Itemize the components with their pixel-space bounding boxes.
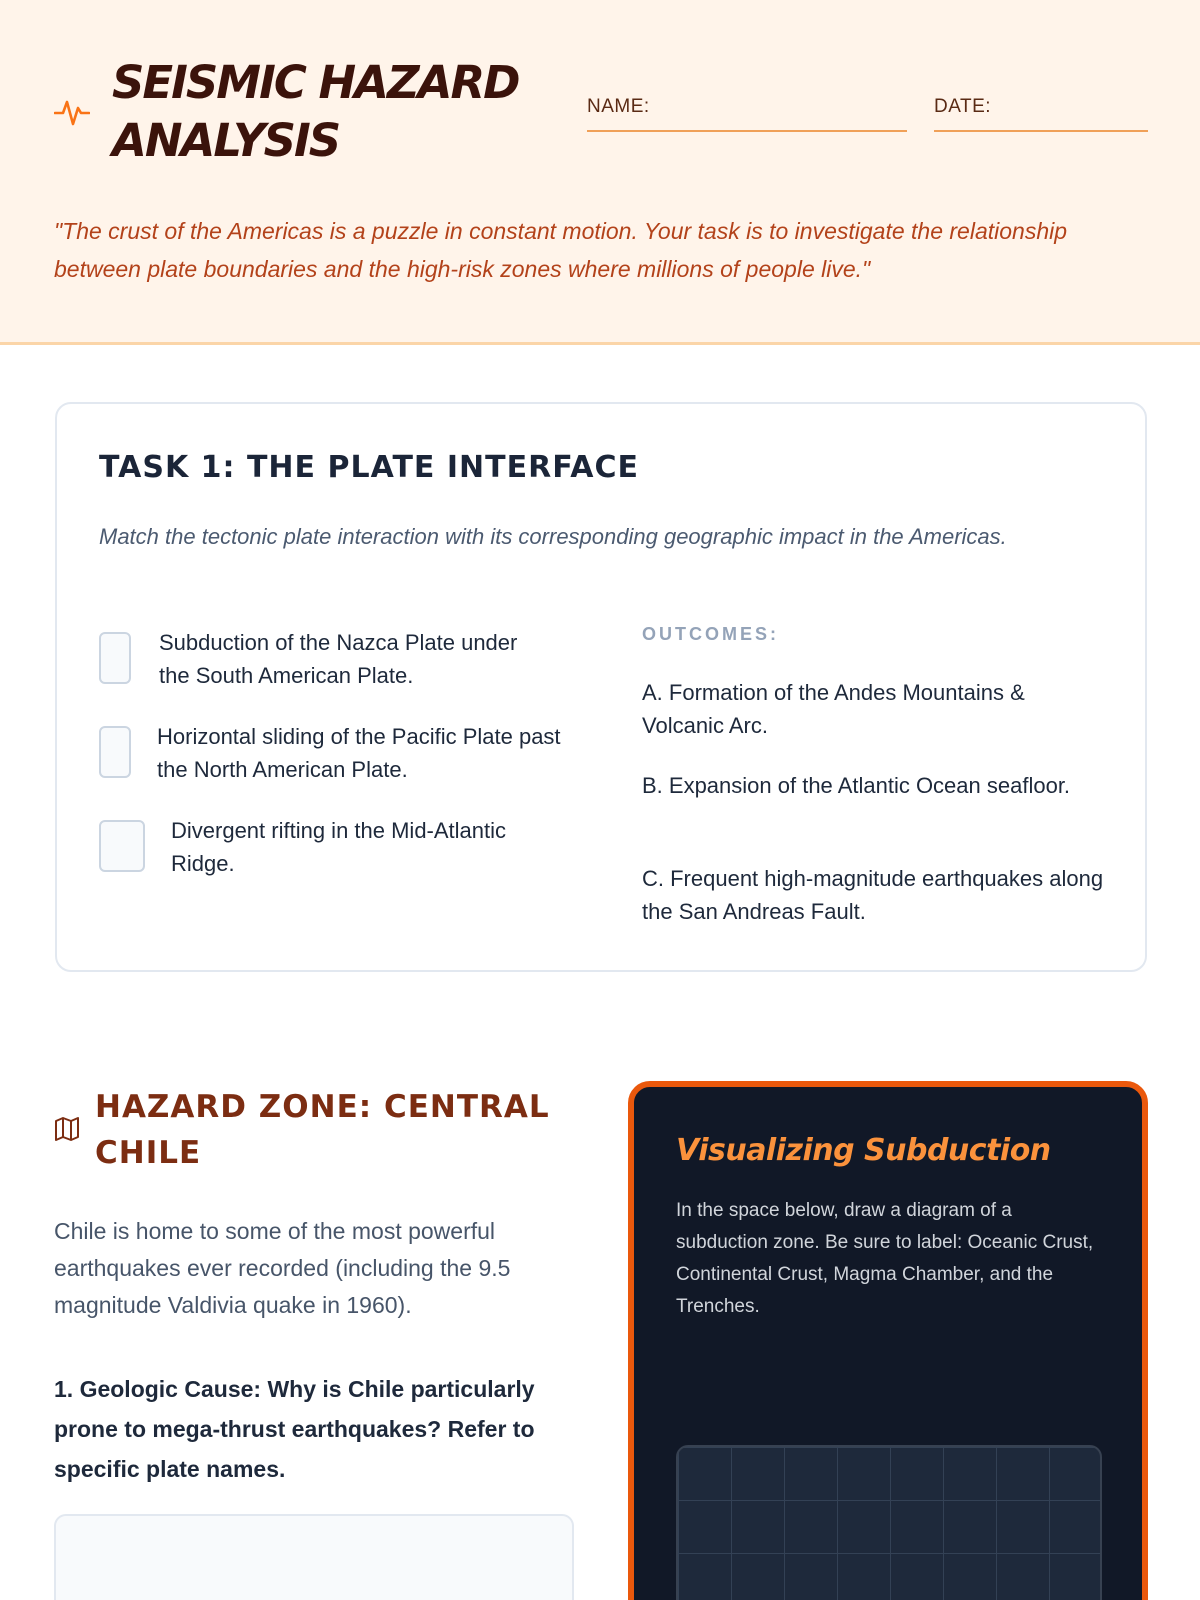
title-line-2: ANALYSIS — [112, 114, 340, 167]
map-icon — [54, 1116, 80, 1142]
outcomes-label: OUTCOMES: — [642, 624, 779, 644]
visualizing-subduction-card — [628, 1081, 1148, 1600]
intro-quote: "The crust of the Americas is a puzzle in constant motion. Your task is to investigate the relationship between plate boundaries and the high-risk zones where millions of people live." — [54, 218, 1068, 282]
outcome-a: A. Formation of the Andes Mountains & Volcanic Arc. — [642, 680, 1025, 738]
hazard-zone-title: HAZARD ZONE: CENTRAL CHILE — [95, 1089, 550, 1171]
date-label: DATE: — [934, 96, 992, 117]
name-field[interactable] — [587, 96, 907, 132]
outcome-b: B. Expansion of the Atlantic Ocean seafloor. — [642, 773, 1071, 798]
task-1-card — [55, 402, 1147, 972]
hazard-zone-body: Chile is home to some of the most powerful earthquakes ever recorded (including the 9.5 magnitude Valdivia quake in 1960). — [54, 1218, 511, 1318]
page-title — [112, 54, 582, 170]
match-item-text-1: Subduction of the Nazca Plate under the South American Plate. — [159, 630, 518, 688]
task-1-instruction: Match the tectonic plate interaction with its corresponding geographic impact in the Americas. — [99, 524, 1007, 549]
match-item-text-2: Horizontal sliding of the Pacific Plate past the North American Plate. — [157, 724, 561, 782]
drawing-grid[interactable] — [676, 1445, 1102, 1600]
match-answer-box-1[interactable] — [99, 632, 131, 684]
match-answer-box-3[interactable] — [99, 820, 145, 872]
pulse-icon — [54, 94, 90, 130]
title-line-1: SEISMIC HAZARD — [112, 56, 519, 109]
geologic-cause-question: 1. Geologic Cause: Why is Chile particularly prone to mega-thrust earthquakes? Refer to specific plate names. — [54, 1376, 535, 1482]
match-item-text-3: Divergent rifting in the Mid-Atlantic Ridge. — [171, 818, 507, 876]
task-1-title: TASK 1: THE PLATE INTERFACE — [99, 450, 639, 485]
answer-box[interactable] — [54, 1514, 574, 1600]
visualizing-title: Visualizing Subduction — [676, 1133, 1051, 1168]
date-field[interactable] — [934, 96, 1148, 132]
worksheet-header — [0, 0, 1200, 345]
name-label: NAME: — [587, 96, 650, 117]
visualizing-instruction: In the space below, draw a diagram of a subduction zone. Be sure to label: Oceanic Crust, Continental Crust, Magma Chamber, and the Trenches. — [676, 1200, 1094, 1317]
match-answer-box-2[interactable] — [99, 726, 131, 778]
outcome-c: C. Frequent high-magnitude earthquakes along the San Andreas Fault. — [642, 866, 1104, 924]
